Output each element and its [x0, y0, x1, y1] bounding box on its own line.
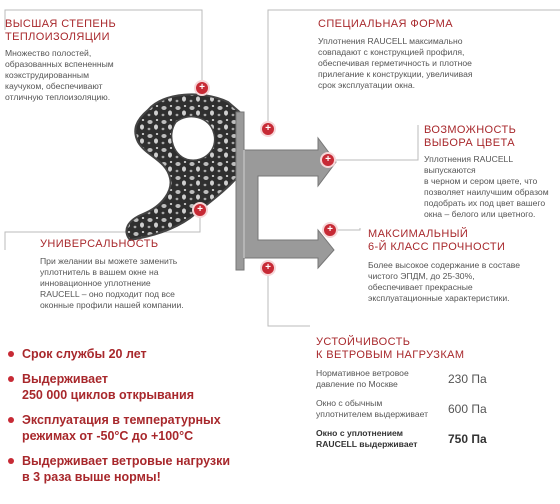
- insulation-text: Множество полостей, образованных вспененным коэкструдированным каучуком, обеспечивают отличную теплоизоляцию.: [5, 48, 114, 102]
- shape-text: Уплотнения RAUCELL максимально совпадают с конструкцией профиля, обеспечивая герметичность и плотное прилегание к конструкции, увеличивая срок эксплуатации окна.: [318, 36, 473, 90]
- list-item: Эксплуатация в температурных режимах от -50°C до +100°C: [8, 412, 230, 444]
- wind-row-value: 600 Па: [448, 402, 487, 416]
- features-list: [8, 346, 230, 494]
- strength-title: МАКСИМАЛЬНЫЙ 6-Й КЛАСС ПРОЧНОСТИ: [368, 228, 506, 253]
- wind-title: УСТОЙЧИВОСТЬ К ВЕТРОВЫМ НАГРУЗКАМ: [316, 336, 465, 361]
- wind-row-value: 750 Па: [448, 432, 487, 446]
- seal-profile-illustration: [118, 90, 348, 280]
- plus-marker-icon[interactable]: +: [196, 82, 208, 94]
- list-item: Выдерживает 250 000 циклов открывания: [8, 371, 230, 403]
- universal-text: При желании вы можете заменить уплотнитель в вашем окне на инновационное уплотнение RAUCELL – оно подходит под все оконные профили нашей компании.: [40, 256, 184, 310]
- shape-title: СПЕЦИАЛЬНАЯ ФОРМА: [318, 18, 453, 30]
- plus-marker-icon[interactable]: +: [262, 262, 274, 274]
- wind-row-label: Окно с уплотнением RAUCELL выдерживает: [316, 428, 418, 449]
- insulation-title: ВЫСШАЯ СТЕПЕНЬ ТЕПЛОИЗОЛЯЦИИ: [5, 18, 117, 43]
- plus-marker-icon[interactable]: +: [322, 154, 334, 166]
- plus-marker-icon[interactable]: +: [324, 224, 336, 236]
- wind-row-label: Нормативное ветровое давление по Москве: [316, 368, 409, 389]
- plus-marker-icon[interactable]: +: [194, 204, 206, 216]
- wind-row-value: 230 Па: [448, 372, 487, 386]
- plus-marker-icon[interactable]: +: [262, 123, 274, 135]
- strength-text: Более высокое содержание в составе чистого ЭПДМ, до 25-30%, обеспечивает прекрасные эксплуатационные характеристики.: [368, 260, 520, 303]
- universal-title: УНИВЕРСАЛЬНОСТЬ: [40, 238, 159, 250]
- list-item: Срок службы 20 лет: [8, 346, 230, 362]
- color-text: Уплотнения RAUCELL выпускаются в черном и сером цвете, что позволяет наилучшим образом подобрать их под цвет вашего окна – белого или цветного.: [424, 154, 549, 219]
- wind-row-label: Окно с обычным уплотнителем выдерживает: [316, 398, 429, 419]
- color-title: ВОЗМОЖНОСТЬ ВЫБОРА ЦВЕТА: [424, 124, 517, 149]
- list-item: Выдерживает ветровые нагрузки в 3 раза выше нормы!: [8, 453, 230, 485]
